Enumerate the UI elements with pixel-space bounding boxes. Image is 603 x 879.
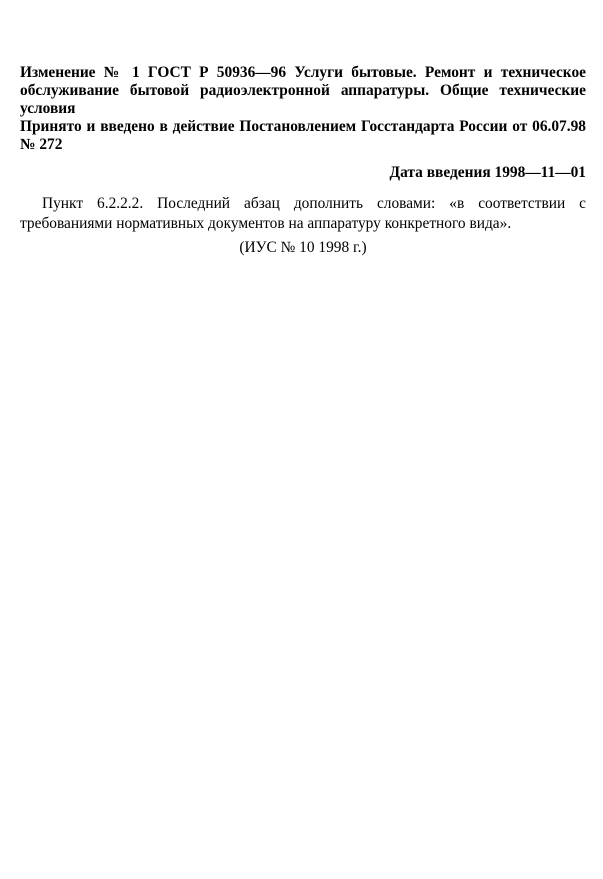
source-reference: (ИУС № 10 1998 г.) bbox=[239, 239, 367, 256]
document-title: Изменение № 1 ГОСТ Р 50936—96 Услуги бытовые. Ремонт и техническое обслуживание бытовой радиоэлектронной аппаратуры. Общие технические условия bbox=[20, 64, 586, 117]
amendment-text: Пункт 6.2.2.2. Последний абзац дополнить словами: «в соответствии с требованиями нормативных документов на аппаратуру конкретного вида». bbox=[20, 195, 586, 232]
adoption-statement: Принято и введено в действие Постановлением Госстандарта России от 06.07.98 № 272 bbox=[20, 118, 586, 153]
effective-date: Дата введения 1998—11—01 bbox=[389, 164, 586, 181]
document-content bbox=[20, 64, 586, 258]
